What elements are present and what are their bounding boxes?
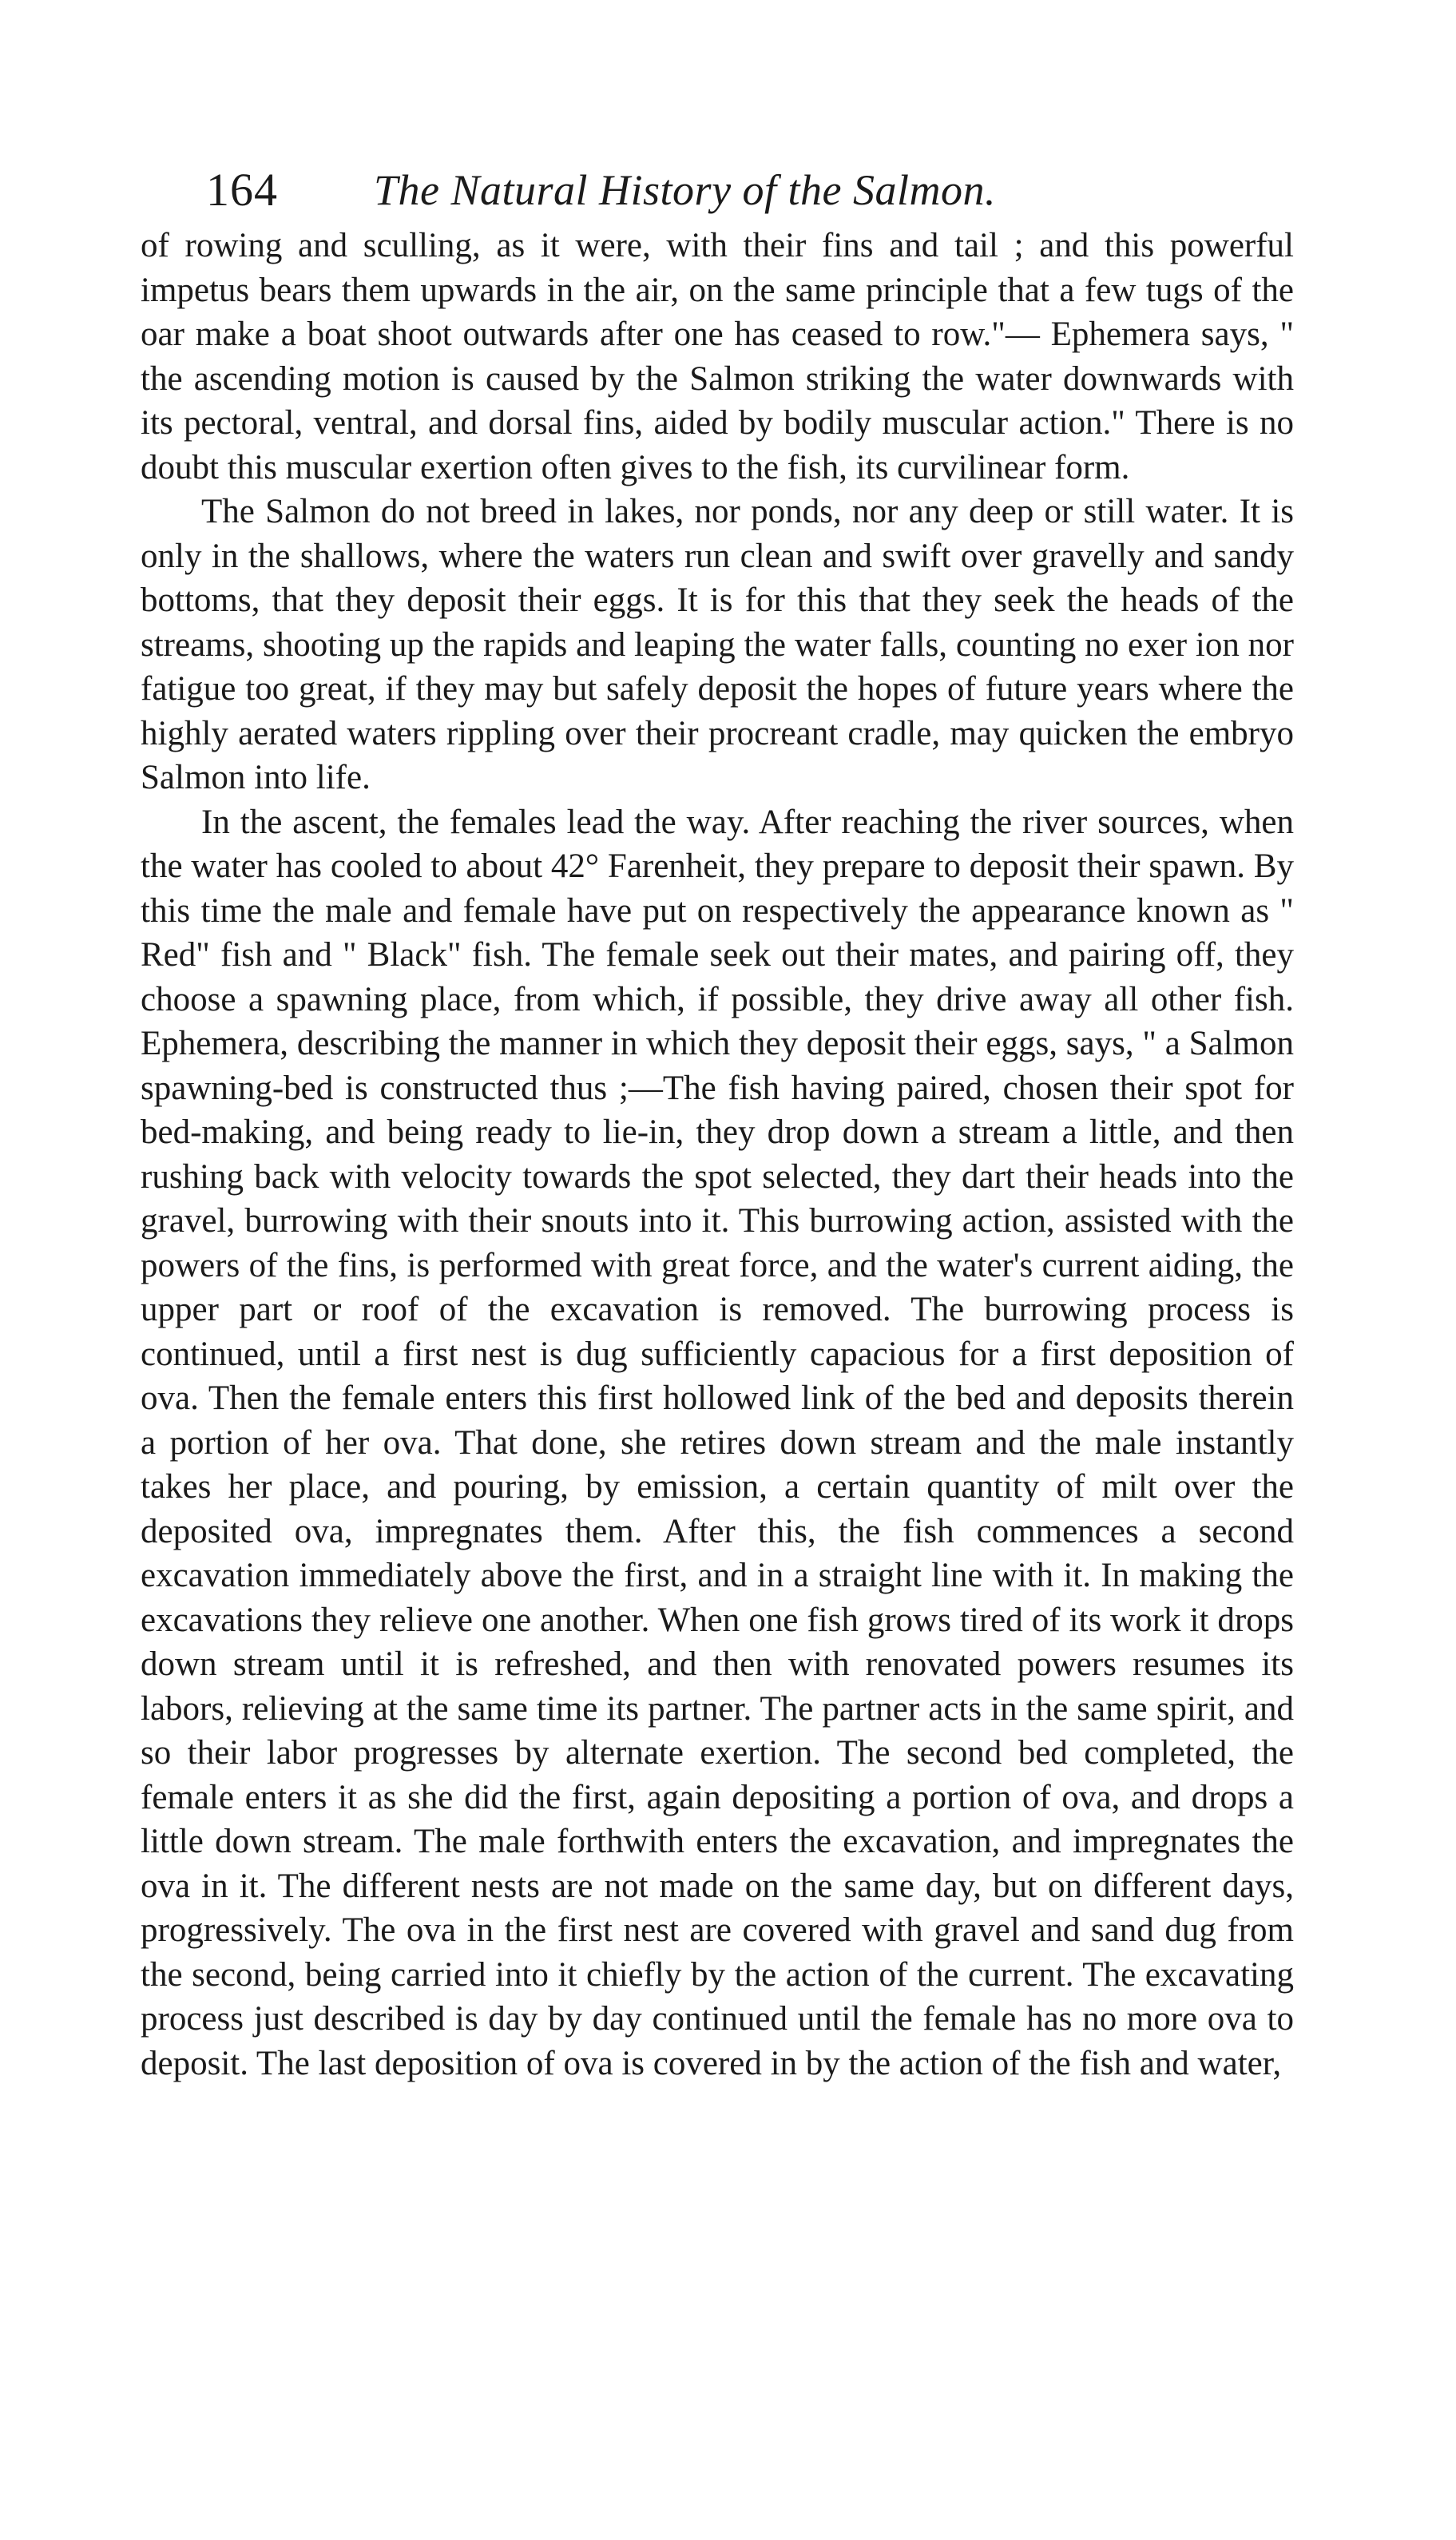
page-header bbox=[206, 158, 1268, 222]
paragraph-continued: of rowing and sculling, as it were, with their fins and tail ; and this powerful impetus bears them upwards in the air, on the same principle that a few tugs of the oar make a boat shoot outwards after one has ceased to row."— Ephemera says, " the ascending motion is caused by the Salmon striking the water downwards with its pectoral, ventral, and dorsal fins, aided by bodily muscular action." There is no doubt this muscular exertion often gives to the fish, its curvilinear form. bbox=[141, 227, 1294, 486]
body-text bbox=[141, 224, 1294, 2086]
running-title: The Natural History of the Salmon. bbox=[374, 166, 997, 214]
page-number: 164 bbox=[206, 164, 278, 216]
paragraph-spawning: In the ascent, the females lead the way. After reaching the river sources, when the water has cooled to about 42° Farenheit, they prepare to deposit their spawn. By this time the male and female have put on respectively the appearance known as " Red" fish and " Black" fish. The female seek out their mates, and pairing off, they choose a spawning place, from which, if possible, they drive away all other fish. Ephemera, describing the manner in which they deposit their eggs, says, " a Salmon spawning-bed is constructed thus ;—The fish having paired, chosen their spot for bed-making, and being ready to lie-in, they drop down a stream a little, and then rushing back with velocity towards the spot selected, they dart their heads into the gravel, burrowing with their snouts into it. This burrowing action, assisted with the powers of the fins, is performed with great force, and the water's current aiding, the upper part or roof of the excavation is removed. The burrowing process is continued, until a first nest is dug sufficiently capacious for a first deposition of ova. Then the female enters this first hollowed link of the bed and deposits therein a portion of her ova. That done, she retires down stream and the male instantly takes her place, and pouring, by emission, a certain quantity of milt over the deposited ova, impregnates them. After this, the fish commences a second excavation immediately above the first, and in a straight line with it. In making the excavations they relieve one another. When one fish grows tired of its work it drops down stream until it is refreshed, and then with renovated powers resumes its labors, relieving at the same time its partner. The partner acts in the same spirit, and so their labor progresses by alternate exertion. The second bed completed, the female enters it as she did the first, again depositing a portion of ova, and drops a little down stream. The male forthwith enters the excavation, and impregnates the ova in it. The different nests are not made on the same day, but on different days, progressively. The ova in the first nest are covered with gravel and sand dug from the second, being carried into it chiefly by the action of the current. The excavating process just described is day by day continued until the female has no more ova to deposit. The last deposition of ova is covered in by the action of the fish and water, bbox=[141, 803, 1294, 2082]
paragraph-breeding-waters: The Salmon do not breed in lakes, nor ponds, nor any deep or still water. It is only in the shallows, where the waters run clean and swift over gravelly and sandy bottoms, that they deposit their eggs. It is for this that they seek the heads of the streams, shooting up the rapids and leaping the water falls, counting no exer ion nor fatigue too great, if they may but safely deposit the hopes of future years where the highly aerated waters rippling over their procreant cradle, may quicken the embryo Salmon into life. bbox=[141, 493, 1294, 796]
